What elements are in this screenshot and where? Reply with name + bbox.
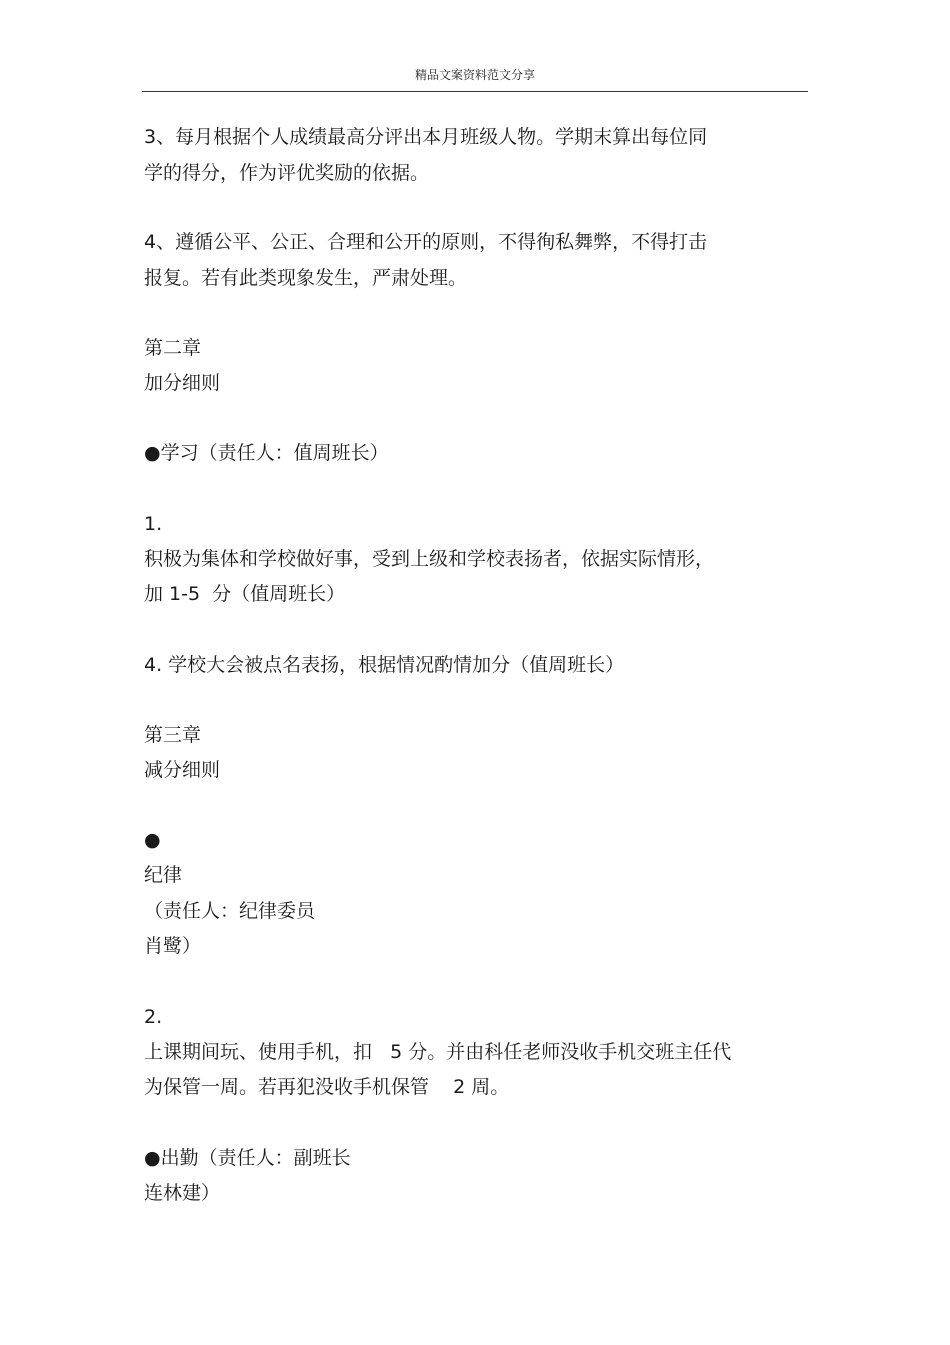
item-4-text: 4. 学校大会被点名表扬，根据情况酌情加分（值周班长） bbox=[144, 654, 625, 676]
section-attendance-owner-name: 连林建） bbox=[144, 1182, 221, 1204]
item-2-line-2: 为保管一周。若再犯没收手机保管 2 周。 bbox=[144, 1076, 510, 1098]
section-bullet: ● bbox=[144, 829, 161, 851]
section-study-heading: ●学习（责任人：值周班长） bbox=[144, 442, 389, 464]
item-2-number: 2. bbox=[144, 1006, 163, 1028]
item-1-line-1: 积极为集体和学校做好事，受到上级和学校表扬者，依据实际情形， bbox=[144, 548, 715, 570]
section-discipline-owner-name: 肖鹭） bbox=[144, 935, 202, 957]
chapter-2-heading: 第二章 bbox=[144, 337, 202, 359]
rule-3-line-1: 3、每月根据个人成绩最高分评出本月班级人物。学期末算出每位同 bbox=[144, 126, 708, 148]
chapter-3-title: 减分细则 bbox=[144, 759, 221, 781]
section-attendance-heading: ●出勤（责任人：副班长 bbox=[144, 1147, 351, 1169]
rule-4-line-2: 报复。若有此类现象发生，严肃处理。 bbox=[144, 267, 468, 289]
header-divider bbox=[142, 91, 808, 92]
section-discipline-owner: （责任人：纪律委员 bbox=[144, 900, 316, 922]
chapter-2-title: 加分细则 bbox=[144, 372, 221, 394]
rule-3-line-2: 学的得分，作为评优奖励的依据。 bbox=[144, 162, 430, 184]
item-1-line-2: 加 1-5 分（值周班长） bbox=[144, 583, 346, 605]
page-header: 精品文案资料范文分享 bbox=[414, 68, 535, 82]
item-2-line-1: 上课期间玩、使用手机，扣 5 分。并由科任老师没收手机交班主任代 bbox=[144, 1041, 732, 1063]
chapter-3-heading: 第三章 bbox=[144, 724, 202, 746]
item-1-number: 1. bbox=[144, 513, 163, 535]
section-discipline-heading: 纪律 bbox=[144, 864, 183, 886]
rule-4-line-1: 4、遵循公平、公正、合理和公开的原则，不得徇私舞弊，不得打击 bbox=[144, 231, 708, 253]
